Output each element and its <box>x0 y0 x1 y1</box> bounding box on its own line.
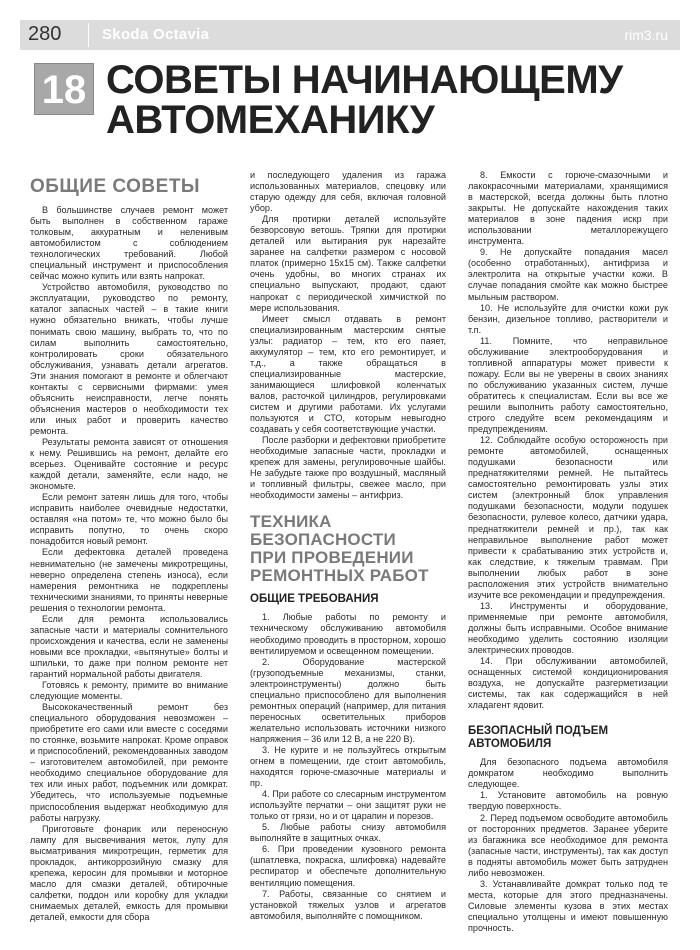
paragraph: После разборки и дефектовки приобретите необходимые запасные части, прокладки и крепеж для замены, регулировочные шайбы. Не забудьте также про воздушный, масляный и топливный фильтры, свежее масло, при необходимости замены – антифриз. <box>250 435 446 501</box>
paragraph: Для протирки деталей используйте безворсовую ветошь. Тряпки для протирки деталей или вытирания рук нарезайте заранее на салфетки размером с носовой платок (примерно 15х15 см). Также салфетки очень удобны, во многих странах их специально выпускают, продают, сдают напрокат с периодической химчисткой по мере использования. <box>250 214 446 313</box>
heading-line: ТЕХНИКА <box>250 512 332 532</box>
paragraph: Высококачественный ремонт без специального оборудования невозможен – приобретите его сами или вместе с соседями по стоянке, возьмите напрокат. Кроме оправок и приспособлений, рекомендованных заводом – изготовителем автомобилей, при ремонте необходимо специальное оборудование для тех или иных работ, подъемник или домкрат. Убедитесь, что используемые подъемные приспособления выдержат необходимую для работы нагрузку. <box>30 702 228 823</box>
paragraph: Если дефектовка деталей проведена невнимательно (не замечены микротрещины, неверно определена степень износа), если намерения ремонтника не подкреплены техническими знаниями, то приняты неверные решения о технологии ремонта. <box>30 547 228 613</box>
section-heading-general-tips: ОБЩИЕ СОВЕТЫ <box>30 176 201 197</box>
subheading-general-requirements: ОБЩИЕ ТРЕБОВАНИЯ <box>250 593 379 606</box>
paragraph: 10. Не используйте для очистки кожи рук бензин, дизельное топливо, растворители и т.п. <box>468 302 668 335</box>
subheading-line: АВТОМОБИЛЯ <box>468 738 552 751</box>
paragraph: 3. Устанавливайте домкрат только под те места, которые для этого предназначены. Силовые элементы кузова в этих местах специально утолщены и имеют повышенную прочность. <box>468 878 668 933</box>
paragraph: 9. Не допускайте попадания масел (особенно отработанных), антифриза и электролита на открытые участки кожи. В случае попадания смойте как можно быстрее мыльным раствором. <box>468 247 668 302</box>
paragraph: Имеет смысл отдавать в ремонт специализированным мастерским снятые узлы: радиатор – тем, кто его паяет, аккумулятор – тем, кто его ремонтирует, и т.д., а также обращаться в специализированные мастерские, занимающиеся шлифовкой коленчатых валов, расточкой цилиндров, регулировками систем и другими работами. Их услугами пользуются и СТО, которым невыгодно создавать у себя соответствующие участки. <box>250 313 446 435</box>
paragraph: 8. Емкости с горюче-смазочными и лакокрасочными материалами, хранящимися в мастерской, всегда должны быть плотно закрыты. Не допускайте нахождения таких материалов в зоне падения искр при использовании металлорежущего инструмента. <box>468 170 668 247</box>
paragraph: 11. Помните, что неправильное обслуживание электрооборудования и топливной аппаратуры может привести к пожару. Если вы не уверены в своих знаниях по обслуживанию указанных систем, лучше обратитесь к специалистам. Если вы все же решили выполнить работу самостоятельно, строго следуйте всем рекомендациям и предупреждениям. <box>468 335 668 435</box>
heading-line: БЕЗОПАСНОСТИ <box>250 530 396 550</box>
column-1 <box>30 170 228 923</box>
paragraph: 12. Соблюдайте особую осторожность при ремонте автомобилей, оснащенных подушками безопасности или преднатяжителями ремней. Не пытайтесь самостоятельно ремонтировать узлы этих систем (электронный блок управления подушками безопасности, модули подушек безопасности, рулевое колесо, датчики удара, преднатяжители ремней и пр.), так как неправильное выполнение работ может привести к срабатыванию этих устройств и, как следствие, к тяжелым травмам. При выполнении любых работ в зоне расположения этих устройств внимательно изучите все рекомендации и предупреждения. <box>468 435 668 600</box>
book-title: Skoda Octavia <box>102 26 210 43</box>
paragraph: Результаты ремонта зависят от отношения к нему. Решившись на ремонт, делайте его всерьез. Оценивайте состояние и ресурс каждой детали, заменяйте, если надо, не экономьте. <box>30 436 228 492</box>
paragraph: 1. Любые работы по ремонту и техническому обслуживанию автомобиля необходимо проводить в просторном, хорошо вентилируемом и освещенном помещении. <box>250 612 446 656</box>
paragraph: Готовясь к ремонту, примите во внимание следующие моменты. <box>30 680 228 702</box>
paragraph: Для безопасного подъема автомобиля домкратом необходимо выполнить следующее. <box>468 757 668 790</box>
subheading-safe-lifting <box>468 725 668 751</box>
paragraph: 3. Не курите и не пользуйтесь открытым огнем в помещении, где стоит автомобиль, находятся горюче-смазочные материалы и пр. <box>250 744 446 789</box>
chapter-title <box>106 60 666 140</box>
paragraph: Устройство автомобиля, руководство по эксплуатации, руководство по ремонту, каталог запасных частей – в такие книги нужно обязательно вникать, чтобы лучше понимать свою машину, выбрать то, что по силам выполнить самостоятельно, контролировать сроки обязательного обслуживания, узнавать детали агрегатов. Эти знания помогают в ремонте и облегчают контакты с сервисными фирмами: умея объяснить неисправности, легче понять объяснения мастеров о необходимости тех или иных работ и проверить качество ремонта. <box>30 282 228 436</box>
section-heading-safety <box>250 513 446 585</box>
paragraph: 7. Работы, связанные со снятием и установкой тяжелых узлов и агрегатов автомобиля, выполняйте с помощником. <box>250 888 446 921</box>
page-header <box>20 20 680 50</box>
column-3 <box>468 170 668 934</box>
subheading-line: БЕЗОПАСНЫЙ ПОДЪЕМ <box>468 725 609 738</box>
column-2 <box>250 170 446 922</box>
header-divider <box>88 23 89 47</box>
paragraph: 2. Перед подъемом освободите автомобиль от посторонних предметов. Заранее уберите из багажника все необходимое для ремонта (запасные части, инструменты), так как доступ в подняты автомобиль может быть затруднен либо невозможен. <box>468 812 668 878</box>
paragraph: 5. Любые работы снизу автомобиля выполняйте в защитных очках. <box>250 822 446 844</box>
paragraph: и последующего удаления из гаража использованных материалов, спецовку или старую одежду для себя, включая головной убор. <box>250 170 446 214</box>
paragraph: 2. Оборудование мастерской (грузоподъемные механизмы, станки, электроинструменты) должно быть специально приспособлено для выполнения ремонтных операций (например, для питания переносных осветительных приборов желательно использовать источники низкого напряжения – 36 или 12 В, а не 220 В). <box>250 656 446 744</box>
paragraph: 13. Инструменты и оборудование, применяемые при ремонте автомобиля, должны быть исправными. Особое внимание необходимо уделить состоянию изоляции электрических проводов. <box>468 600 668 656</box>
site-name: rim3.ru <box>624 27 668 43</box>
chapter-title-line: СОВЕТЫ НАЧИНАЮЩЕМУ <box>106 58 623 102</box>
paragraph: Приготовьте фонарик или переносную лампу для высвечивания меток, лупу для высматривания микротрещин, герметик для прокладок, антикоррозийную смазку для крепежа, керосин для промывки и моторное масло для смазки деталей, обтирочные салфетки, поддон или коробку для укладки снимаемых деталей, емкость для промывки деталей, емкости для сбора <box>30 823 228 922</box>
heading-line: РЕМОНТНЫХ РАБОТ <box>250 566 429 586</box>
heading-line: ПРИ ПРОВЕДЕНИИ <box>250 548 414 568</box>
page-number: 280 <box>28 23 62 45</box>
paragraph: В большинстве случаев ремонт может быть выполнен в собственном гараже толковым, аккуратным и неленивым автомобилистом с соблюдением технологических требований. Любой специальный инструмент и приспособления сейчас можно купить или взять напрокат. <box>30 205 228 282</box>
paragraph: 6. При проведении кузовного ремонта (шпатлевка, покраска, шлифовка) надевайте респиратор и обеспечьте дополнительную вентиляцию помещения. <box>250 844 446 888</box>
chapter-title-line: АВТОМЕХАНИКУ <box>106 98 435 142</box>
paragraph: 14. При обслуживании автомобилей, оснащенных системой кондиционирования воздуха, не допускайте разгерметизации системы, так как содержащийся в ней хладагент ядовит. <box>468 656 668 711</box>
paragraph: Если для ремонта использовались запасные части и материалы сомнительного происхождения и качества, если не заменены новыми все прокладки, «вытянутые» болты и шпильки, то даже при полном ремонте нет гарантий нормальной работы двигателя. <box>30 613 228 679</box>
paragraph: 4. При работе со слесарным инструментом используйте перчатки – они защитят руки не только от грязи, но и от царапин и порезов. <box>250 789 446 822</box>
paragraph: Если ремонт затеян лишь для того, чтобы исправить наиболее очевидные недостатки, оставляя «на потом» те, что можно было бы исправить попутно, то очень скоро понадобится новый ремонт. <box>30 492 228 547</box>
chapter-number-badge: 18 <box>34 63 94 115</box>
paragraph: 1. Установите автомобиль на ровную твердую поверхность. <box>468 790 668 812</box>
